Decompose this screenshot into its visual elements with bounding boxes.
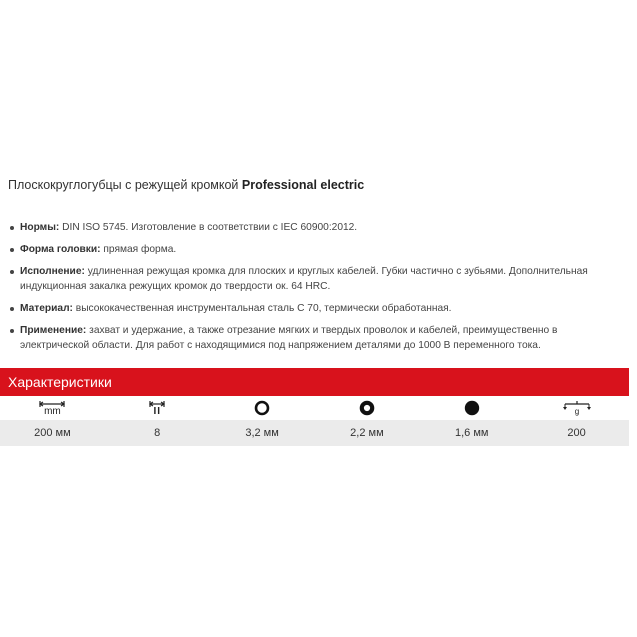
specs-header — [0, 368, 629, 396]
length-mm-icon — [39, 401, 65, 416]
spec-column-soft-wire — [210, 396, 315, 446]
spec-value-hard-wire: 1,6 мм — [419, 420, 524, 446]
feature-label: Форма головки: — [20, 244, 101, 255]
spec-column-length — [0, 396, 105, 446]
product-brand: Professional electric — [241, 178, 365, 192]
feature-text: прямая форма. — [100, 244, 177, 255]
product-title — [8, 178, 364, 192]
feature-text: DIN ISO 5745. Изготовление в соответствии с IEC 60900:2012. — [59, 222, 358, 233]
spec-value-weight: 200 — [524, 420, 629, 446]
spec-value-soft-wire: 3,2 мм — [210, 420, 315, 446]
spec-value-medium-wire: 2,2 мм — [314, 420, 419, 446]
spec-column-medium-wire — [314, 396, 419, 446]
feature-item-norms — [8, 220, 628, 235]
spec-value-length: 200 мм — [0, 420, 105, 446]
spec-column-hard-wire — [419, 396, 524, 446]
length-icon-label: mm — [44, 405, 61, 417]
spec-column-weight — [524, 396, 629, 446]
feature-text: захват и удержание, а также отрезание мягких и твердых проволок и кабелей, преимущественно в электрической области. Для работ с находящимися под напряжением деталями до 1000 В переменного тока. — [20, 325, 558, 351]
specs-table — [0, 396, 629, 446]
feature-text: высококачественная инструментальная сталь С 70, термически обработанная. — [72, 303, 452, 314]
feature-item-material — [8, 301, 628, 316]
hard-wire-icon — [464, 400, 480, 416]
feature-item-application — [8, 323, 628, 353]
feature-item-design — [8, 264, 628, 294]
product-title-text: Плоскокруглогубцы с режущей кромкой — [8, 178, 239, 192]
spec-value-cutting-edge: 8 — [105, 420, 210, 446]
weight-scale-icon — [562, 400, 592, 416]
spec-column-cutting-edge — [105, 396, 210, 446]
medium-wire-icon — [359, 400, 375, 416]
feature-text: удлиненная режущая кромка для плоских и круглых кабелей. Губки частично с зубьями. Дополнительная индукционная закалка режущих кромок до твердости ок. 64 HRC. — [20, 266, 588, 292]
feature-label: Применение: — [20, 325, 87, 336]
specs-heading: Характеристики — [8, 374, 112, 390]
soft-wire-icon — [254, 400, 270, 416]
feature-label: Нормы: — [20, 222, 60, 233]
feature-list — [8, 220, 628, 360]
weight-icon-label: g — [574, 407, 579, 416]
feature-item-head-shape — [8, 242, 628, 257]
feature-label: Исполнение: — [20, 266, 85, 277]
feature-label: Материал: — [20, 303, 73, 314]
cutting-edge-icon-label: II — [153, 405, 162, 417]
cutting-edge-icon — [144, 401, 170, 416]
